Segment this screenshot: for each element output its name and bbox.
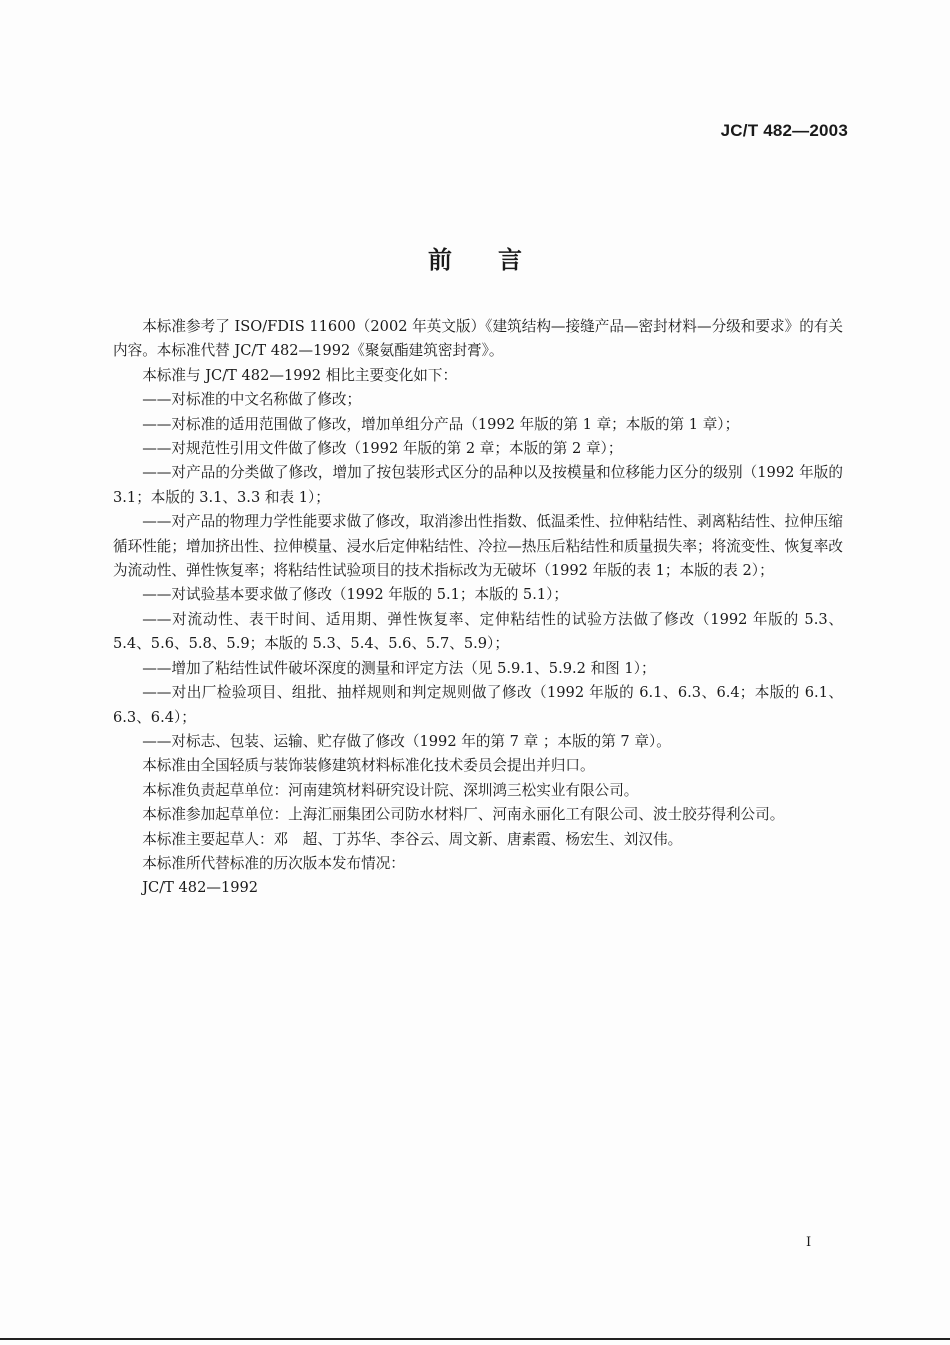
- list-item: ——对标准的中文名称做了修改；: [142, 391, 362, 409]
- list-item: ——对标志、包装、运输、贮存做了修改（1992 年的第 7 章 ；本版的第 7 章）。: [142, 732, 671, 750]
- document-number: JC/T 482—2003: [720, 121, 848, 140]
- list-item: ——对出厂检验项目、组批、抽样规则和判定规则做了修改（1992 年版的 6.1、6.3、6.4；本版的 6.1、6.3、6.4）；: [113, 684, 843, 726]
- page-title: 前言: [428, 246, 568, 274]
- paragraph: JC/T 482—1992: [142, 879, 259, 897]
- paragraph: 本标准所代替标准的历次版本发布情况：: [142, 854, 405, 872]
- paragraph: 本标准参考了 ISO/FDIS 11600（2002 年英文版）《建筑结构—接缝产品—密封材料—分级和要求》的有关内容。本标准代替 JC/T 482—1992《聚氨酯建筑密封膏》。: [113, 318, 843, 360]
- bottom-divider: [0, 1338, 950, 1340]
- list-item: ——对标准的适用范围做了修改，增加单组分产品（1992 年版的第 1 章；本版的第 1 章）；: [142, 415, 740, 433]
- list-item: ——对产品的物理力学性能要求做了修改，取消渗出性指数、低温柔性、拉伸粘结性、剥离粘结性、拉伸压缩循环性能；增加挤出性、拉伸模量、浸水后定伸粘结性、冷拉—热压后粘结性和质量损失率；将流变性、恢复率改为流动性、弹性恢复率；将粘结性试验项目的技术指标改为无破坏（1992 年版的表 1；本版的表 2）；: [113, 513, 843, 580]
- paragraph: 本标准参加起草单位：上海汇丽集团公司防水材料厂、河南永丽化工有限公司、波士胶芬得利公司。: [142, 806, 785, 824]
- list-item: ——增加了粘结性试件破坏深度的测量和评定方法（见 5.9.1、5.9.2 和图 1）；: [142, 659, 656, 677]
- paragraph: 本标准负责起草单位：河南建筑材料研究设计院、深圳鸿三松实业有限公司。: [142, 781, 639, 799]
- list-item: ——对规范性引用文件做了修改（1992 年版的第 2 章；本版的第 2 章）；: [142, 440, 623, 458]
- paragraph: 本标准由全国轻质与装饰装修建筑材料标准化技术委员会提出并归口。: [142, 757, 595, 775]
- list-item: ——对试验基本要求做了修改（1992 年版的 5.1；本版的 5.1）；: [142, 586, 569, 604]
- page-number: I: [806, 1235, 812, 1250]
- paragraph: 本标准与 JC/T 482—1992 相比主要变化如下：: [142, 366, 458, 384]
- list-item: ——对产品的分类做了修改，增加了按包装形式区分的品种以及按模量和位移能力区分的级别（1992 年版的 3.1；本版的 3.1、3.3 和表 1）；: [113, 464, 843, 506]
- foreword-body: [113, 315, 843, 901]
- list-item: ——对流动性、表干时间、适用期、弹性恢复率、定伸粘结性的试验方法做了修改（1992 年版的 5.3、5.4、5.6、5.8、5.9；本版的 5.3、5.4、5.6、5.7、5.9）；: [113, 610, 843, 653]
- paragraph: 本标准主要起草人：邓 超、丁苏华、李谷云、周文新、唐素霞、杨宏生、刘汉伟。: [142, 830, 683, 848]
